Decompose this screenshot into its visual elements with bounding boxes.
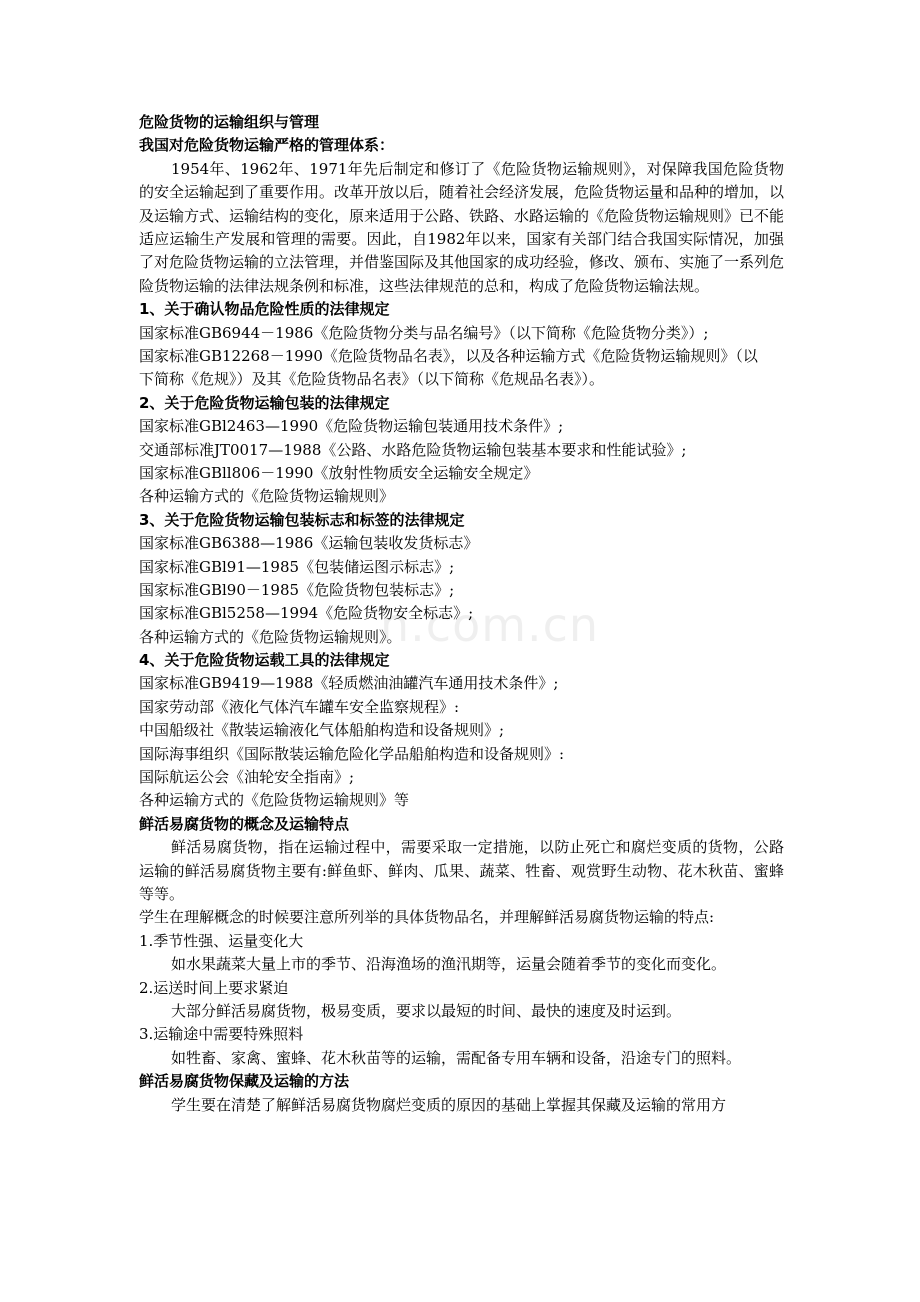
feature-title: 3.运输途中需要特殊照料 <box>139 1025 304 1044</box>
list-item: 国家标准GBl2463—1990《危险货物运输包装通用技术条件》; <box>139 417 564 436</box>
list-item: 国家标准GBl91—1985《包装储运图示标志》; <box>139 557 455 576</box>
storage-paragraph: 学生要在清楚了解鲜活易腐货物腐烂变质的原因的基础上掌握其保藏及运输的常用方 <box>171 1095 727 1114</box>
list-item: 各种运输方式的《危险货物运输规则》 <box>139 487 395 506</box>
list-item: 国家劳动部《液化气体汽车罐车安全监察规程》: <box>139 697 460 716</box>
intro-paragraph: 1954年、1962年、1971年先后制定和修订了《危险货物运输规则》，对保障我国危险货物的安全运输起到了重要作用。改革开放以后，随着社会经济发展，危险货物运量和品种的增加，以及运输方式、运输结构的变化，原来适用于公路、铁路、水路运输的《危险货物运输规则》已不能适应运输生产发展和管理的需要。因此，自1982年以来，国家有关部门结合我国实际情况，加强了对危险货物运输的立法管理，并借鉴国际及其他国家的成功经验，修改、颁布、实施了一系列危险货物运输的法律法规条例和标准，这些法律规范的总和，构成了危险货物运输法规。 <box>139 159 785 295</box>
list-item: 国际海事组织《国际散装运输危险化学品船舶构造和设备规则》: <box>139 744 565 763</box>
feature-description: 如牲畜、家禽、蜜蜂、花木秋苗等的运输，需配备专用车辆和设备，沿途专门的照料。 <box>171 1048 742 1067</box>
list-item: 交通部标准JT0017—1988《公路、水路危险货物运输包装基本要求和性能试验》; <box>139 440 687 459</box>
fresh-goods-note: 学生在理解概念的时候要注意所列举的具体货物品名，并理解鲜活易腐货物运输的特点: <box>139 908 715 927</box>
feature-description: 大部分鲜活易腐货物，极易变质，要求以最短的时间、最快的速度及时运到。 <box>171 1001 682 1020</box>
feature-title: 1.季节性强、运量变化大 <box>139 931 304 950</box>
list-item: 各种运输方式的《危险货物运输规则》等 <box>139 791 410 810</box>
list-item: 国家标准GB6388—1986《运输包装收发货标志》 <box>139 534 479 553</box>
list-item: 国家标准GB12268－1990《危险货物品名表》，以及各种运输方式《危险货物运输规则》（以 <box>139 347 758 365</box>
list-item: 各种运输方式的《危险货物运输规则》。 <box>139 627 402 646</box>
document-page <box>139 111 784 1117</box>
fresh-goods-paragraph: 鲜活易腐货物，指在运输过程中，需要采取一定措施，以防止死亡和腐烂变质的货物，公路运输的鲜活易腐货物主要有:鲜鱼虾、鲜肉、瓜果、蔬菜、牲畜、观赏野生动物、花木秋苗、蜜蜂等等。 <box>139 838 784 904</box>
list-item: 国家标准GBl90－1985《危险货物包装标志》; <box>139 580 455 599</box>
storage-heading: 鲜活易腐货物保藏及运输的方法 <box>139 1072 350 1091</box>
list-item: 国家标准GBll806－1990《放射性物质安全运输安全规定》 <box>139 463 539 482</box>
section-2-heading: 2、关于危险货物运输包装的法律规定 <box>139 393 390 412</box>
section-3-heading: 3、关于危险货物运输包装标志和标签的法律规定 <box>139 510 465 529</box>
list-item: 国家标准GB6944－1986《危险货物分类与品名编号》（以下简称《危险货物分类》）; <box>139 323 709 342</box>
section-1-heading: 1、关于确认物品危险性质的法律规定 <box>139 300 390 319</box>
list-item: 国际航运公会《油轮安全指南》; <box>139 768 355 787</box>
list-item: 中国船级社《散装运输液化气体船舶构造和设备规则》; <box>139 721 505 740</box>
fresh-goods-heading: 鲜活易腐货物的概念及运输特点 <box>139 814 350 833</box>
feature-description: 如水果蔬菜大量上市的季节、沿海渔场的渔汛期等，运量会随着季节的变化而变化。 <box>171 955 727 974</box>
section-4-heading: 4、关于危险货物运载工具的法律规定 <box>139 651 390 670</box>
list-item: 下简称《危规》）及其《危险货物品名表》（以下简称《危规品名表》）。 <box>139 370 605 389</box>
list-item: 国家标准GB9419—1988《轻质燃油油罐汽车通用技术条件》; <box>139 674 559 693</box>
document-title: 危险货物的运输组织与管理 <box>139 113 320 131</box>
watermark: n.com.cn <box>380 598 600 652</box>
document-subtitle: 我国对危险货物运输严格的管理体系： <box>139 136 395 155</box>
feature-title: 2.运送时间上要求紧迫 <box>139 978 289 997</box>
list-item: 国家标准GBl5258—1994《危险货物安全标志》; <box>139 604 474 623</box>
